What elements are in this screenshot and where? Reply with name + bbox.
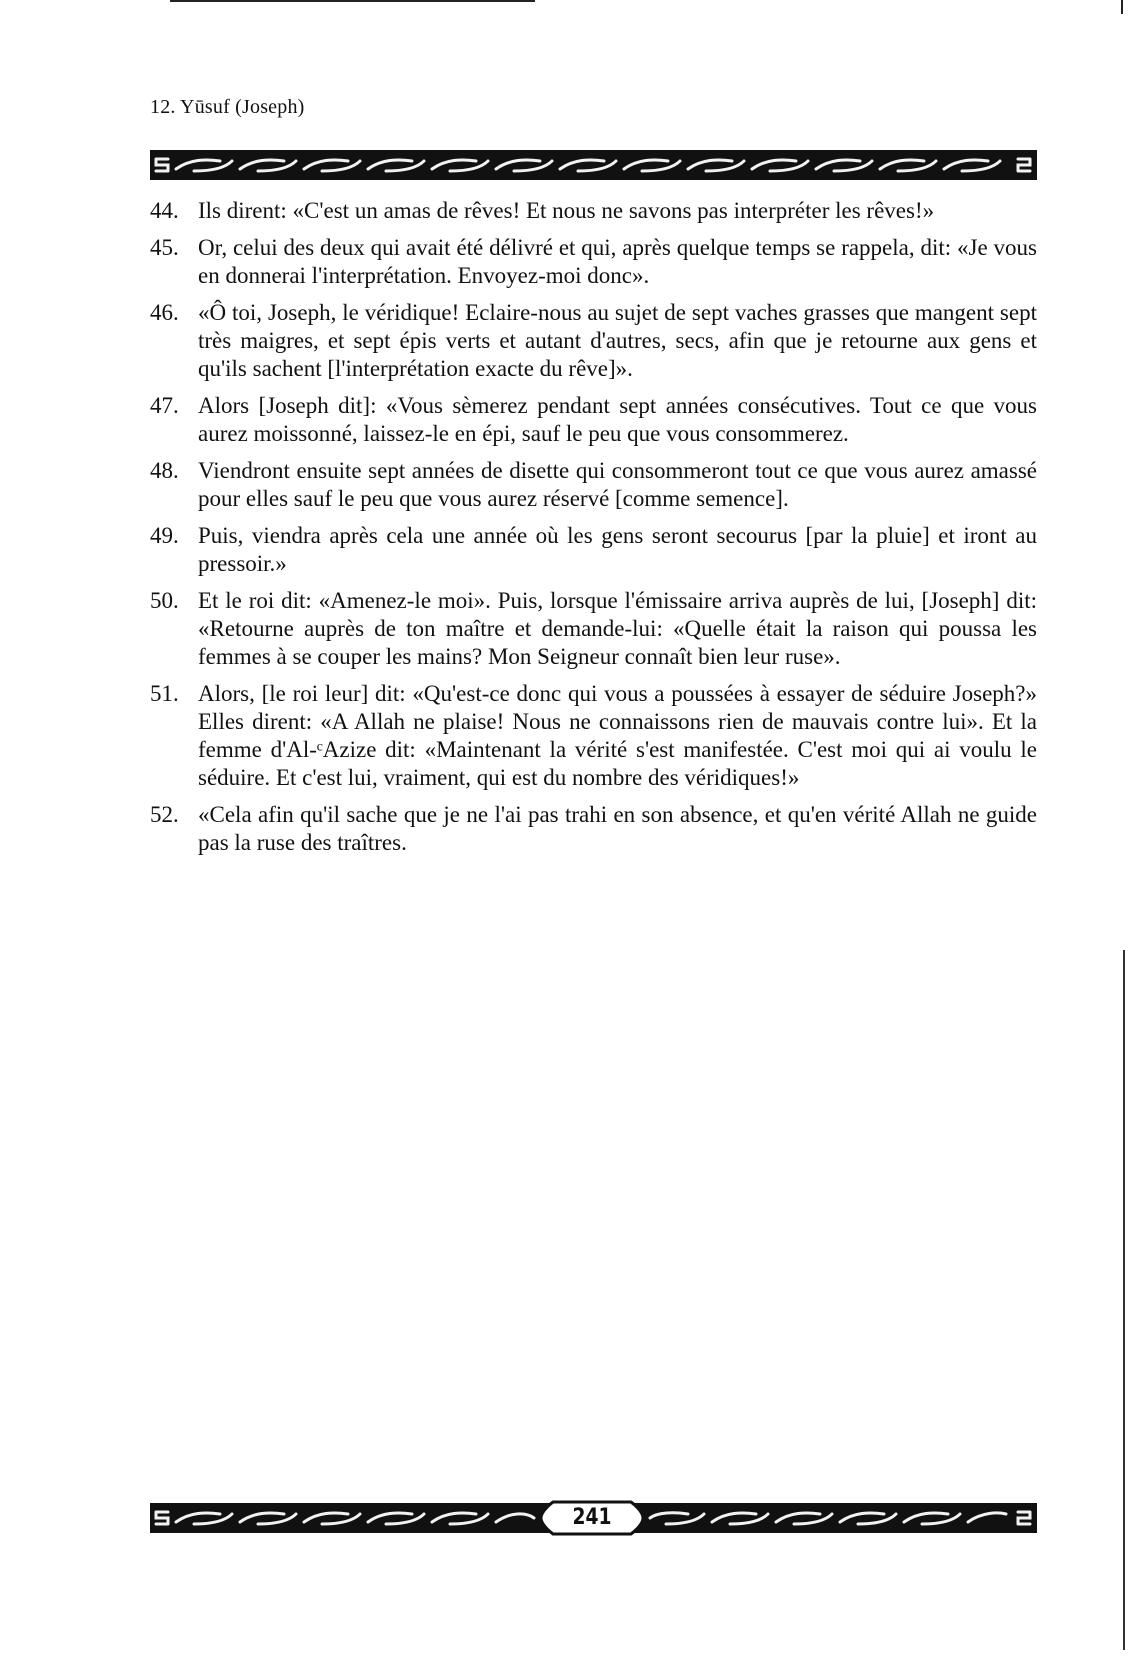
- verse-number: 49.: [150, 523, 179, 548]
- verse-number: 45.: [150, 235, 179, 260]
- verse-52: [150, 801, 1037, 857]
- verse-text: Alors [Joseph dit]: «Vous sèmerez pendant sept années consécutives. Tout ce que vous aurez moissonné, laissez-le en épi, sauf le peu que vous consommerez.: [198, 393, 1037, 446]
- top-right-mark: [1121, 0, 1123, 14]
- verse-number: 48.: [150, 458, 179, 483]
- verse-49: [150, 522, 1037, 578]
- verse-50: [150, 587, 1037, 671]
- verse-text: «Ô toi, Joseph, le véridique! Eclaire-nous au sujet de sept vaches grasses que mangent sept très maigres, et sept épis verts et autant d'autres, secs, afin que je retourne aux gens et qu'ils sachent [l'interprétation exacte du rêve]».: [198, 300, 1037, 381]
- top-edge-line: [170, 0, 535, 2]
- verse-text: Et le roi dit: «Amenez-le moi». Puis, lorsque l'émissaire arriva auprès de lui, [Joseph] dit: «Retourne auprès de ton maître et demande-lui: «Quelle était la raison qui poussa les femmes à se couper les mains? Mon Seigneur connaît bien leur ruse».: [198, 588, 1037, 669]
- top-ornament-band: [150, 150, 1037, 180]
- verse-number: 51.: [150, 681, 179, 706]
- verse-46: [150, 299, 1037, 383]
- verse-48: [150, 457, 1037, 513]
- verse-text: Viendront ensuite sept années de disette qui consommeront tout ce que vous aurez amassé pour elles sauf le peu que vous aurez réservé [comme semence].: [198, 458, 1037, 511]
- verse-number: 52.: [150, 802, 179, 827]
- verse-text: Puis, viendra après cela une année où les gens seront secourus [par la pluie] et iront au pressoir.»: [198, 523, 1037, 576]
- verse-number: 46.: [150, 300, 179, 325]
- right-edge-line: [1123, 950, 1125, 1650]
- verse-number: 50.: [150, 588, 179, 613]
- verse-47: [150, 392, 1037, 448]
- page-number-cartouche: [539, 1496, 645, 1540]
- verse-number: 44.: [150, 198, 179, 223]
- verse-text: Or, celui des deux qui avait été délivré et qui, après quelque temps se rappela, dit: «Je vous en donnerai l'interprétation. Envoyez-moi donc».: [198, 235, 1037, 288]
- verse-44: [150, 197, 1037, 225]
- verse-45: [150, 234, 1037, 290]
- verse-51: [150, 680, 1037, 792]
- verse-text: «Cela afin qu'il sache que je ne l'ai pas trahi en son absence, et qu'en vérité Allah ne guide pas la ruse des traîtres.: [198, 802, 1037, 855]
- running-head: 12. Yūsuf (Joseph): [150, 96, 305, 118]
- verse-number: 47.: [150, 393, 179, 418]
- page-number: 241: [572, 1505, 612, 1530]
- verse-list: [150, 197, 1037, 866]
- verse-text: Ils dirent: «C'est un amas de rêves! Et nous ne savons pas interpréter les rêves!»: [198, 198, 935, 223]
- verse-text: Alors, [le roi leur] dit: «Qu'est-ce donc qui vous a poussées à essayer de séduire Joseph?» Elles dirent: «A Allah ne plaise! Nous ne connaissons rien de mauvais contre lui». Et la femme d'Al-ᶜAzize dit: «Maintenant la vérité s'est manifestée. C'est moi qui ai voulu le séduire. Et c'est lui, vraiment, qui est du nombre des véridiques!»: [198, 681, 1037, 790]
